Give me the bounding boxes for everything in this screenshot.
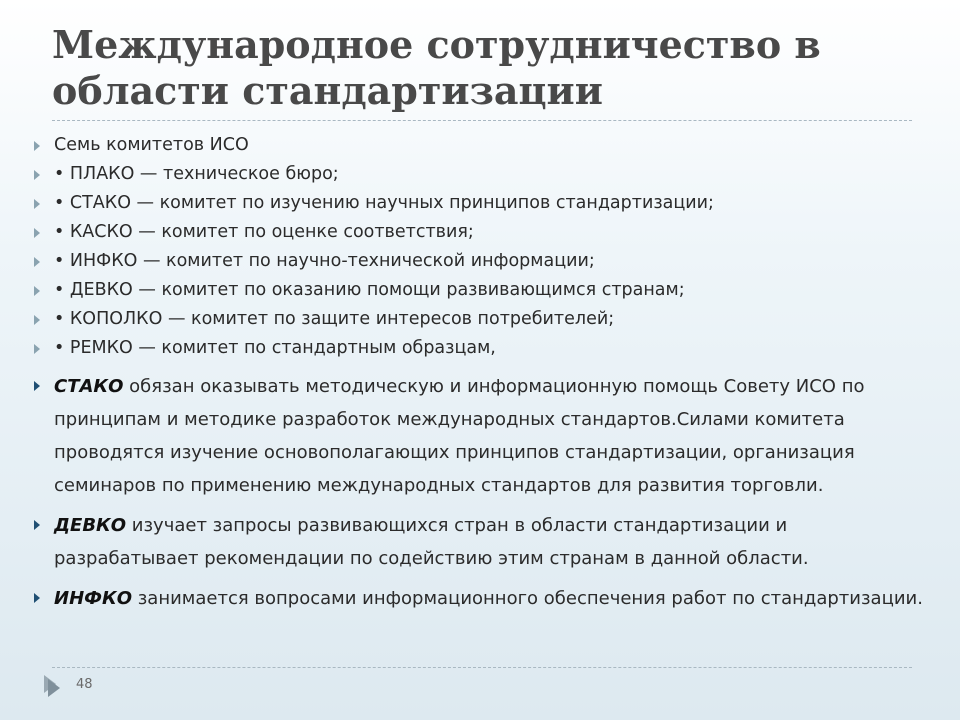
paragraph-lead: ИНФКО	[54, 588, 132, 609]
triangle-right-icon	[34, 228, 40, 238]
triangle-right-icon	[34, 170, 40, 180]
triangle-right-icon	[48, 679, 60, 697]
slide-content	[30, 131, 930, 615]
paragraph-text: изучает запросы развивающихся стран в области стандартизации и разрабатывает рекомендации по содействию этим странам в данной области.	[54, 515, 809, 569]
triangle-right-icon	[34, 257, 40, 267]
title-divider	[52, 120, 912, 121]
triangle-right-icon	[34, 286, 40, 296]
list-item-text: • ДЕВКО — комитет по оказанию помощи развивающимся странам;	[54, 280, 685, 300]
triangle-right-icon	[34, 199, 40, 209]
list-item-text: Семь комитетов ИСО	[54, 135, 249, 155]
paragraph-text: занимается вопросами информационного обеспечения работ по стандартизации.	[132, 588, 923, 609]
slide-title: Международное сотрудничество в области стандартизации	[52, 22, 821, 113]
paragraph-infko	[30, 582, 930, 615]
list-item	[30, 218, 930, 247]
list-item-text: • РЕМКО — комитет по стандартным образцам,	[54, 338, 496, 358]
triangle-right-icon	[34, 141, 40, 151]
page-number: 48	[76, 677, 93, 692]
list-item-text: • КАСКО — комитет по оценке соответствия;	[54, 222, 474, 242]
paragraph-stako	[30, 370, 930, 502]
list-item-text: • КОПОЛКО — комитет по защите интересов потребителей;	[54, 309, 615, 329]
list-item	[30, 305, 930, 334]
list-item	[30, 131, 930, 160]
list-item	[30, 247, 930, 276]
list-item	[30, 189, 930, 218]
paragraph-devko	[30, 509, 930, 575]
list-item-text: • ИНФКО — комитет по научно-технической информации;	[54, 251, 595, 271]
triangle-right-icon	[34, 593, 40, 603]
paragraph-lead: СТАКО	[54, 376, 124, 397]
triangle-right-icon	[34, 344, 40, 354]
list-item-text: • ПЛАКО — техническое бюро;	[54, 164, 339, 184]
list-item	[30, 160, 930, 189]
triangle-right-icon	[34, 315, 40, 325]
paragraph-text: обязан оказывать методическую и информационную помощь Совету ИСО по принципам и методике разработок международных стандартов.Силами комитета проводятся изучение основополагающих принципов стандартизации, организация семинаров по применению международных стандартов для развития торговли.	[54, 376, 865, 496]
list-item	[30, 276, 930, 305]
footer-divider	[52, 667, 912, 668]
triangle-right-icon	[34, 381, 40, 391]
list-item-text: • СТАКО — комитет по изучению научных принципов стандартизации;	[54, 193, 714, 213]
triangle-right-icon	[34, 520, 40, 530]
paragraph-lead: ДЕВКО	[54, 515, 127, 536]
list-item	[30, 334, 930, 363]
